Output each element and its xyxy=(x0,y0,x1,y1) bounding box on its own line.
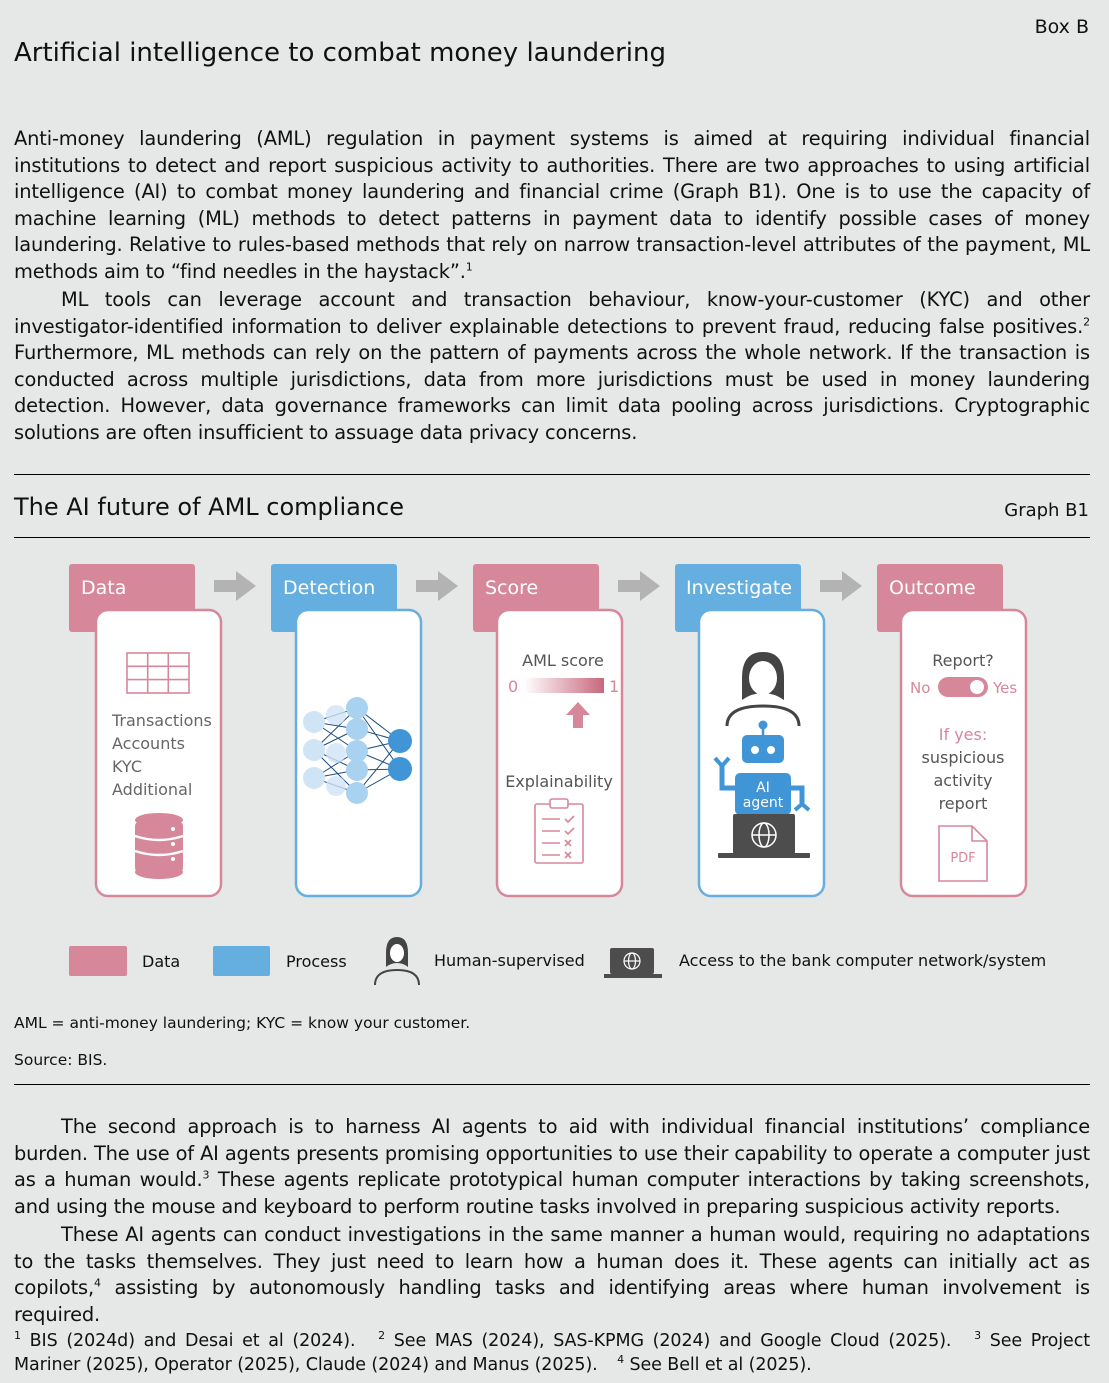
graph-label: Graph B1 xyxy=(1004,500,1089,521)
stage-outcome xyxy=(877,564,1026,896)
footnote-item: $^2$ See MAS (2024), SAS-KPMG (2024) and Google Cloud (2025). xyxy=(378,1329,952,1351)
footnote-ref-4[interactable]: 4 xyxy=(94,1276,101,1290)
arrow-icon xyxy=(820,571,862,601)
outro-p3a-text: The second approach is to harness AI agents to aid with individual financial institutions’ compliance burden. The use of AI agents presents promising opportunities to use their capability to operate a computer just as a human would. xyxy=(14,1115,1090,1192)
outro-paragraph-2 xyxy=(14,1222,1090,1328)
footnote-ref-2[interactable]: 2 xyxy=(1083,315,1090,329)
graph-bottom-rule xyxy=(14,1084,1090,1085)
stage-label-data: Data xyxy=(81,577,127,599)
data-item: Accounts xyxy=(112,734,185,753)
arrow-icon xyxy=(214,571,256,601)
outro-p3b-text: These agents replicate prototypical human computer interactions by taking screenshots, and using the mouse and keyboard to perform routine tasks involved in preparing suspicious activity reports. xyxy=(14,1168,1090,1218)
footnote-item: $^4$ See Bell et al (2025). xyxy=(617,1353,812,1375)
outcome-line: activity xyxy=(933,771,993,790)
stage-data xyxy=(69,564,221,896)
legend-human-icon xyxy=(375,937,419,985)
toggle-knob xyxy=(970,680,984,694)
pdf-file-icon xyxy=(939,826,987,881)
box-label: Box B xyxy=(1034,16,1089,38)
legend-data-label: Data xyxy=(142,952,181,971)
stage-label-investigate: Investigate xyxy=(686,577,793,599)
legend-access-label: Access to the bank computer network/system xyxy=(679,951,1047,970)
outro-p4b-text: assisting by autonomously handling tasks and identifying areas where human involvement is required. xyxy=(14,1276,1090,1326)
intro-p2b-text: Furthermore, ML methods can rely on the pattern of payments across the whole network. If the transaction is conducted across multiple jurisdictions, data from more jurisdictions must be used in money laundering detection. However, data governance frameworks can limit data pooling across jurisdictions. Cryptographic solutions are often insufficient to assuage data privacy concerns. xyxy=(14,341,1090,444)
legend-process-swatch xyxy=(213,946,270,976)
data-item: KYC xyxy=(112,757,142,776)
toggle-no-label: No xyxy=(910,679,931,697)
arrow-icon xyxy=(416,571,458,601)
legend-data-swatch xyxy=(69,946,127,976)
data-item: Additional xyxy=(112,780,193,799)
footnote-ref-1[interactable]: 1 xyxy=(465,260,473,274)
stage-label-detection: Detection xyxy=(283,577,376,599)
legend xyxy=(69,937,1046,985)
outcome-line: report xyxy=(938,794,988,813)
explainability-label: Explainability xyxy=(505,772,613,791)
aml-flow-diagram xyxy=(0,548,1109,998)
stage-label-score: Score xyxy=(485,577,539,599)
footnote-item: $^3$ See Project Mariner (2025), Operator (2025), Claude (2024) and Manus (2025). xyxy=(14,1329,1090,1375)
graph-top-rule xyxy=(14,474,1090,475)
outro-paragraph-1 xyxy=(14,1114,1090,1220)
arrow-icon xyxy=(618,571,660,601)
graph-note: AML = anti-money laundering; KYC = know your customer. xyxy=(14,1014,471,1032)
graph-source: Source: BIS. xyxy=(14,1051,108,1069)
ai-agent-label: agent xyxy=(742,795,784,811)
page-title: Artificial intelligence to combat money laundering xyxy=(14,38,666,68)
score-max-label: 1 xyxy=(609,677,620,696)
stage-detection xyxy=(271,564,421,896)
score-min-label: 0 xyxy=(508,677,519,696)
database-icon xyxy=(135,813,183,879)
legend-human-label: Human-supervised xyxy=(434,951,585,970)
score-gradient-bar xyxy=(524,678,604,693)
intro-p1-text: Anti-money laundering (AML) regulation in payment systems is aimed at requiring individual financial institutions to detect and report suspicious activity to authorities. There are two approaches to using artificial intelligence (AI) to combat money laundering and financial crime (Graph B1). One is to use the capacity of machine learning (ML) methods to detect patterns in payment data to identify possible cases of money laundering. Relative to rules-based methods that rely on narrow transaction-level attributes of the payment, ML methods aim to “find needles in the haystack”. xyxy=(14,127,1090,283)
if-yes-label: If yes: xyxy=(938,725,988,744)
graph-title: The AI future of AML compliance xyxy=(14,493,404,521)
footnote-ref-3[interactable]: 3 xyxy=(202,1168,210,1182)
toggle-yes-label: Yes xyxy=(993,679,1018,697)
footnote-item: $^1$ BIS (2024d) and Desai et al (2024). xyxy=(14,1329,356,1351)
intro-p2a-text: ML tools can leverage account and transaction behaviour, know-your-customer (KYC) and other investigator-identified information to deliver explainable detections to prevent fraud, reducing false positives. xyxy=(14,288,1090,338)
aml-score-label: AML score xyxy=(522,651,604,670)
footnotes xyxy=(14,1329,1090,1377)
intro-paragraph-1 xyxy=(14,126,1090,286)
data-item: Transactions xyxy=(112,711,212,730)
pdf-label: PDF xyxy=(950,851,976,866)
outro-p4a-text: These AI agents can conduct investigations in the same manner a human would, requiring no adaptations to the tasks themselves. They just need to learn how a human does it. These agents can initially act as copilots, xyxy=(14,1223,1090,1300)
stage-score xyxy=(473,564,622,896)
stage-investigate xyxy=(675,564,824,896)
graph-title-rule xyxy=(14,537,1090,538)
legend-laptop-icon xyxy=(604,948,662,978)
intro-paragraph-2 xyxy=(14,287,1090,447)
ai-agent-label: AI xyxy=(756,780,770,796)
stage-label-outcome: Outcome xyxy=(889,577,976,599)
legend-process-label: Process xyxy=(286,952,347,971)
report-question: Report? xyxy=(932,651,994,670)
outcome-line: suspicious xyxy=(921,748,1005,767)
